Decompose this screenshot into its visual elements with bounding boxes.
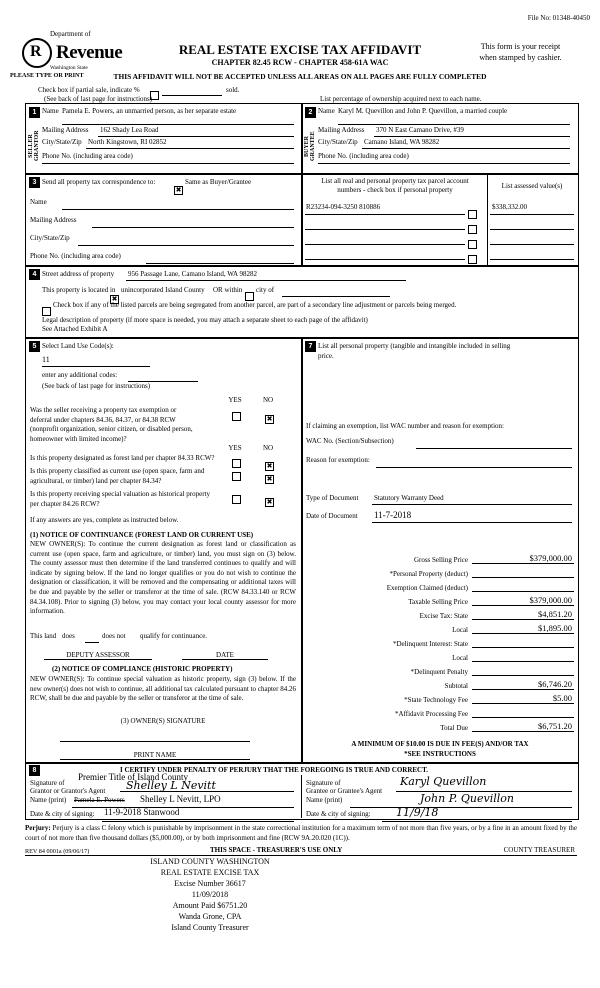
totals-label-8: *Delinquent Penalty (410, 668, 468, 676)
totals-value-7[interactable] (472, 661, 574, 662)
partial-sale-pct-input[interactable] (162, 86, 222, 96)
totals-label-7: Local (452, 654, 468, 662)
q1-line-2: (nonprofit organization, senior citizen, or disabled person, (30, 425, 193, 433)
totals-label-3: Taxable Selling Price (408, 598, 468, 606)
corr-name-label: Name (30, 198, 47, 206)
landuse-box-number: 5 (29, 341, 40, 352)
dor-logo (22, 30, 152, 71)
landuse-code-underline (42, 355, 150, 367)
q1-no-header: NO (262, 396, 274, 404)
dor-seal-icon: R (22, 38, 52, 68)
totals-label-6: *Delinquent Interest: State (392, 640, 468, 648)
seller-phone-underline[interactable] (42, 152, 294, 164)
stamp-line-6: Island County Treasurer (171, 923, 249, 932)
does-not-label: does not (102, 632, 126, 640)
partial-sale-tail: sold. (226, 86, 240, 94)
q1-line-0: Was the seller receiving a property tax exemption or (30, 406, 177, 414)
corr-mailing-input[interactable] (92, 216, 294, 228)
receipt-note-2: when stamped by cashier. (479, 53, 562, 62)
grantor-name-label: Name (print) (30, 796, 67, 804)
seller-citystate-label: City/State/Zip (42, 138, 82, 146)
seller-name-value[interactable]: Pamela E. Powers, an unmarried person, as her separate estate (62, 107, 237, 115)
notice1-body: NEW OWNER(S): To continue the current designation as forest land or classification as current use (open space, farm and agriculture, or timber) land, you must sign on (3) below. The county assessor must then determine if the land transferred continues to qualify and will indicate by signing below. If the land no longer qualifies or you do not wish to continue the designation or classification, it will be removed and the compensating or additional taxes will be due and payable by the seller or transferor at the time of sale. (RCW 84.33.140 or RCW 84.34.108). Prior to signing (3) below, you may contact your local county assessor for more information. (30, 540, 296, 616)
grantee-signature-line[interactable] (396, 779, 572, 792)
perjury-text: Perjury is a class C felony which is punishable by imprisonment in the state correctional institution for a maximum term of not more than five years, or by a fine in an amount fixed by the court of not more than five thousand dollars ($5,000.00), or by both imprisonment and fine (RCW 9A.20.020 (1C)). (25, 824, 578, 842)
totals-table (306, 550, 574, 732)
totals-value-4[interactable]: $4,851.20 (472, 609, 574, 620)
q1-text (30, 406, 220, 444)
ownership-pct-note: List percentage of ownership acquired next to each name. (320, 95, 482, 103)
certify-box-number: 8 (29, 765, 40, 776)
parcel-header-2: numbers - check box if personal property (337, 186, 453, 194)
exemption-claim-label: If claiming an exemption, list WAC number and reason for exemption: (306, 422, 504, 430)
assessed-header: List assessed value(s) (501, 182, 563, 190)
perjury-label: Perjury: (25, 824, 51, 832)
buyer-name-value[interactable]: Karyl M. Quevillon and John P. Quevillon, a married couple (338, 107, 508, 115)
q3-line-0: Is this property classified as current use (open space, farm and (30, 467, 205, 475)
totals-value-3[interactable]: $379,000.00 (472, 595, 574, 606)
totals-label-1: *Personal Property (deduct) (389, 570, 468, 578)
landuse-label: Select Land Use Code(s): (42, 342, 114, 350)
seller-name-underline (62, 124, 294, 125)
grantee-date-value[interactable]: 11/9/18 (396, 806, 439, 819)
seller-citystate-value[interactable]: North Kingstown, RI 02852 (88, 138, 167, 146)
owner-signature-line[interactable] (60, 730, 250, 742)
segregated-checkbox[interactable] (42, 307, 51, 316)
seller-mailing-label: Mailing Address (42, 126, 89, 134)
buyer-name-underline (338, 124, 570, 125)
landuse-additional-input[interactable] (128, 371, 198, 382)
unincorporated-checkbox[interactable]: ✖ (111, 295, 118, 303)
totals-value-10[interactable]: $5.00 (472, 693, 574, 704)
grantor-name-struck: Pamela E. Powers (74, 796, 125, 804)
parcel-row-2-underline[interactable] (305, 233, 465, 245)
grantee-signature-label: Signature of (306, 779, 341, 787)
parcel-row-0-personal-checkbox[interactable] (468, 210, 477, 219)
dor-dept-line: Department of (50, 30, 91, 38)
totals-value-6[interactable] (472, 647, 574, 648)
same-as-buyer-label: Same as Buyer/Grantee (185, 178, 252, 186)
buyer-side-label: BUYER GRANTEE (304, 131, 316, 161)
q2-no-header: NO (262, 444, 274, 452)
grantor-name-value[interactable]: Shelley L Nevitt, LPO (140, 794, 221, 804)
q2-no-checkbox[interactable]: ✖ (266, 462, 273, 470)
correspondence-label: Send all property tax correspondence to: (42, 178, 156, 186)
q1-yes-header: YES (228, 396, 242, 404)
landuse-instructions: (See back of last page for instructions) (42, 382, 151, 390)
q4-line-1: per chapter 84.26 RCW? (30, 499, 100, 508)
buyer-mailing-underline (374, 126, 570, 137)
form-notice: THIS AFFIDAVIT WILL NOT BE ACCEPTED UNLESS ALL AREAS ON ALL PAGES ARE FULLY COMPLETED (113, 72, 487, 81)
buyer-mailing-value[interactable]: 370 N East Camano Drive, #39 (376, 126, 464, 134)
totals-value-8[interactable] (472, 675, 574, 676)
street-underline (126, 270, 406, 281)
doc-type-label: Type of Document (306, 494, 359, 502)
parcel-column-divider (487, 173, 488, 265)
q4-yes-checkbox[interactable] (232, 495, 241, 504)
q3-line-1: agricultural, or timber) land per chapter 84.34? (30, 476, 162, 485)
q3-text (30, 467, 230, 486)
file-number: File No: 01348-40450 (527, 14, 590, 22)
segregated-label: Check box if any of the listed parcels are being segregated from another parcel, are part of a secondary line adjustment or parcels being merged. (53, 301, 457, 309)
doc-type-value[interactable]: Statutory Warranty Deed (374, 494, 444, 502)
stamp-line-1: REAL ESTATE EXCISE TAX (160, 868, 260, 877)
corr-phone-label: Phone No. (including area code) (30, 252, 121, 260)
treasurer-space-label: THIS SPACE - TREASURER'S USE ONLY (210, 846, 343, 854)
assessor-date-label: DATE (216, 651, 234, 659)
seller-mailing-value[interactable]: 162 Shady Lea Road (100, 126, 159, 134)
grantor-date-line (102, 810, 294, 822)
q3-no-checkbox[interactable]: ✖ (266, 475, 273, 483)
parcel-header-1: List all real and personal property tax parcel account (321, 177, 469, 185)
totals-label-12: Total Due (440, 724, 468, 732)
totals-value-1[interactable] (472, 577, 574, 578)
parcel-row-3-underline[interactable] (305, 248, 465, 260)
corr-mailing-label: Mailing Address (30, 216, 77, 224)
minimum-due-line-2: *SEE INSTRUCTIONS (404, 750, 476, 758)
stamp-line-4: Amount Paid $6751.20 (172, 901, 248, 910)
street-label: Street address of property (42, 270, 115, 278)
corr-phone-input[interactable] (146, 252, 294, 264)
same-as-buyer-checkbox[interactable]: ✖ (175, 186, 182, 194)
stamp-line-5: Wanda Grone, CPA (178, 912, 242, 921)
corr-citystate-label: City/State/Zip (30, 234, 70, 242)
seller-side-label: SELLER GRANTOR (28, 130, 40, 162)
qualify-label: qualify for continuance. (140, 632, 208, 640)
assessed-row-0-underline (490, 203, 574, 215)
legal-desc-value[interactable]: See Attached Exhibit A (42, 325, 108, 333)
print-name-label: PRINT NAME (133, 751, 177, 759)
grantee-name-value[interactable]: John P. Quevillon (420, 792, 514, 805)
grantor-company: Premier Title of Island County (78, 772, 188, 782)
buyer-citystate-label: City/State/Zip (318, 138, 358, 146)
doc-type-underline (372, 494, 572, 505)
seller-mailing-underline (98, 126, 294, 137)
grantor-date-label: Date & city of signing: (30, 810, 95, 818)
owner-signature-label: (3) OWNER(S) SIGNATURE (120, 717, 206, 725)
deputy-assessor-label: DEPUTY ASSESSOR (66, 651, 130, 659)
form-title: REAL ESTATE EXCISE TAX AFFIDAVIT (178, 42, 422, 57)
parcel-row-1-underline[interactable] (305, 218, 465, 230)
assessed-row-0[interactable]: $338,332.00 (492, 203, 527, 211)
assessed-row-3-underline[interactable] (490, 248, 574, 260)
totals-value-0[interactable]: $379,000.00 (472, 553, 574, 564)
grantor-date-value[interactable]: 11-9-2018 Stanwood (104, 807, 180, 817)
totals-label-5: Local (452, 626, 468, 634)
parcel-row-2-personal-checkbox[interactable] (468, 240, 477, 249)
q1-no-checkbox[interactable]: ✖ (266, 415, 273, 423)
grantee-date-line (382, 810, 572, 822)
buyer-phone-underline[interactable] (318, 152, 570, 164)
reason-label: Reason for exemption: (306, 456, 370, 464)
seller-box-number: 1 (29, 107, 40, 118)
notice1-title: (1) NOTICE OF CONTINUANCE (FOREST LAND OR CURRENT USE) (30, 531, 254, 539)
or-within-label: OR within (213, 286, 243, 294)
buyer-citystate-value[interactable]: Camano Island, WA 98282 (364, 138, 440, 146)
totals-label-0: Gross Selling Price (413, 556, 468, 564)
doc-date-value[interactable]: 11-7-2018 (374, 510, 412, 520)
q4-line-0: Is this property receiving special valuation as historical property (30, 490, 211, 498)
corr-name-input[interactable] (62, 198, 294, 210)
treasurer-stamp (100, 856, 320, 933)
legal-desc-label: Legal description of property (if more space is needed, you may attach a separate sheet to each page of the affidavit) (42, 316, 368, 324)
form-subtitle: CHAPTER 82.45 RCW - CHAPTER 458-61A WAC (211, 58, 389, 67)
grantor-signature-label: Signature of (30, 779, 65, 787)
q1-yes-checkbox[interactable] (232, 412, 241, 421)
q1-line-3: homeowner with limited income)? (30, 434, 127, 443)
perjury-block (25, 824, 577, 843)
q4-no-checkbox[interactable]: ✖ (266, 498, 273, 506)
parcel-row-1-personal-checkbox[interactable] (468, 225, 477, 234)
totals-label-9: Subtotal (444, 682, 468, 690)
personal-box-number: 7 (305, 341, 316, 352)
buyer-phone-label: Phone No. (including area code) (318, 152, 409, 160)
doc-date-label: Date of Document (306, 512, 358, 520)
certify-divider (301, 775, 302, 818)
see-back-note: (See back of last page for instructions) (44, 95, 153, 103)
seller-phone-label: Phone No. (including area code) (42, 152, 133, 160)
city-name-input[interactable] (282, 286, 390, 297)
does-blank[interactable] (85, 632, 99, 643)
street-value[interactable]: 956 Passage Lane, Camano Island, WA 98282 (128, 270, 257, 278)
totals-value-12[interactable]: $6,751.20 (472, 721, 574, 732)
parcel-row-0-value[interactable]: R23234-094-3250 810886 (306, 203, 381, 211)
grantor-signature-mark[interactable]: Shelley L Nevitt (126, 779, 216, 792)
parcel-row-3-personal-checkbox[interactable] (468, 255, 477, 264)
corr-citystate-input[interactable] (78, 234, 294, 246)
if-any-answers-label: If any answers are yes, complete as instructed below. (30, 516, 179, 524)
located-in-label: This property is located in (42, 286, 116, 294)
correspondence-box-number: 3 (29, 177, 40, 188)
grantee-name-line (350, 796, 572, 808)
rev-code: REV 84 0001a (09/06/17) (25, 848, 90, 855)
personal-line-0: List all personal property (tangible and intangible included in selling (318, 342, 511, 350)
stamp-line-0: ISLAND COUNTY WASHINGTON (150, 857, 270, 866)
street-box-number: 4 (29, 269, 40, 280)
personal-line-1: price. (318, 351, 334, 360)
totals-label-4: Excise Tax: State (419, 612, 468, 620)
city-of-label: city of (256, 286, 275, 294)
q1-line-1: deferral under chapters 84.36, 84.37, or 84.38 RCW (30, 415, 176, 424)
grantee-signature-mark[interactable]: Karyl Quevillon (400, 775, 487, 788)
receipt-note-1: This form is your receipt (480, 42, 561, 51)
grantee-name-label: Name (print) (306, 796, 343, 804)
doc-date-underline (372, 512, 572, 523)
landuse-code-value[interactable]: 11 (42, 355, 50, 364)
landuse-additional-label: enter any additional codes: (42, 371, 118, 379)
totals-value-2[interactable] (472, 591, 574, 592)
grantor-signature-line[interactable] (120, 779, 294, 792)
please-type-label: PLEASE TYPE OR PRINT (10, 72, 84, 79)
totals-label-10: *State Technology Fee (404, 696, 468, 704)
q2-text: Is this property designated as forest land per chapter 84.33 RCW? (30, 454, 215, 462)
wac-label: WAC No. (Section/Subsection) (306, 437, 394, 445)
minimum-due-line-1: A MINIMUM OF $10.00 IS DUE IN FEE(S) AND/OR TAX (351, 740, 529, 748)
buyer-name-label: Name (318, 107, 335, 115)
assessed-row-1-underline[interactable] (490, 218, 574, 230)
notice2-body: NEW OWNER(S): To continue special valuation as historic property, sign (3) below. If the new owner(s) does not wish to continue, all additional tax calculated pursuant to chapter 84.26 RCW, shall be due and payable by the seller or transferor at the time of sale. (30, 675, 296, 703)
this-land-label: This land (30, 632, 57, 640)
seller-citystate-underline (86, 138, 294, 149)
certify-text: I CERTIFY UNDER PENALTY OF PERJURY THAT THE FOREGOING IS TRUE AND CORRECT. (120, 766, 429, 774)
grantee-signature-sublabel: Grantee or Grantee's Agent (306, 787, 383, 795)
q3-yes-checkbox[interactable] (232, 472, 241, 481)
county-treasurer-label: COUNTY TREASURER (503, 846, 575, 854)
personal-text (318, 342, 568, 361)
totals-label-2: Exemption Claimed (deduct) (386, 584, 468, 592)
grantee-date-label: Date & city of signing: (306, 810, 371, 818)
totals-value-9[interactable]: $6,746.20 (472, 679, 574, 690)
stamp-line-2: Excise Number 36617 (174, 879, 246, 888)
city-checkbox[interactable] (245, 292, 254, 301)
does-label: does (62, 632, 75, 640)
buyer-box-number: 2 (305, 107, 316, 118)
assessed-row-2-underline[interactable] (490, 233, 574, 245)
seller-name-label: Name (42, 107, 59, 115)
q2-yes-header: YES (228, 444, 242, 452)
totals-value-11[interactable] (472, 717, 574, 718)
grantor-signature-sublabel: Grantor or Grantor's Agent (30, 787, 106, 795)
partial-sale-label: Check box if partial sale, indicate % (38, 86, 140, 94)
buyer-mailing-label: Mailing Address (318, 126, 365, 134)
stamp-line-3: 11/09/2018 (191, 890, 229, 899)
wac-input[interactable] (416, 437, 572, 449)
totals-value-5[interactable]: $1,895.00 (472, 623, 574, 634)
notice2-title: (2) NOTICE OF COMPLIANCE (HISTORIC PROPERTY) (52, 665, 233, 673)
buyer-citystate-underline (362, 138, 570, 149)
dor-state-line: Washington State (50, 65, 88, 71)
q4-text (30, 490, 230, 509)
totals-label-11: *Affidavit Processing Fee (395, 710, 468, 718)
reason-input[interactable] (376, 456, 572, 468)
parcel-row-0-underline (305, 203, 465, 215)
unincorporated-label: unincorporated Island County (121, 286, 205, 294)
dor-brand: Revenue (56, 42, 123, 63)
